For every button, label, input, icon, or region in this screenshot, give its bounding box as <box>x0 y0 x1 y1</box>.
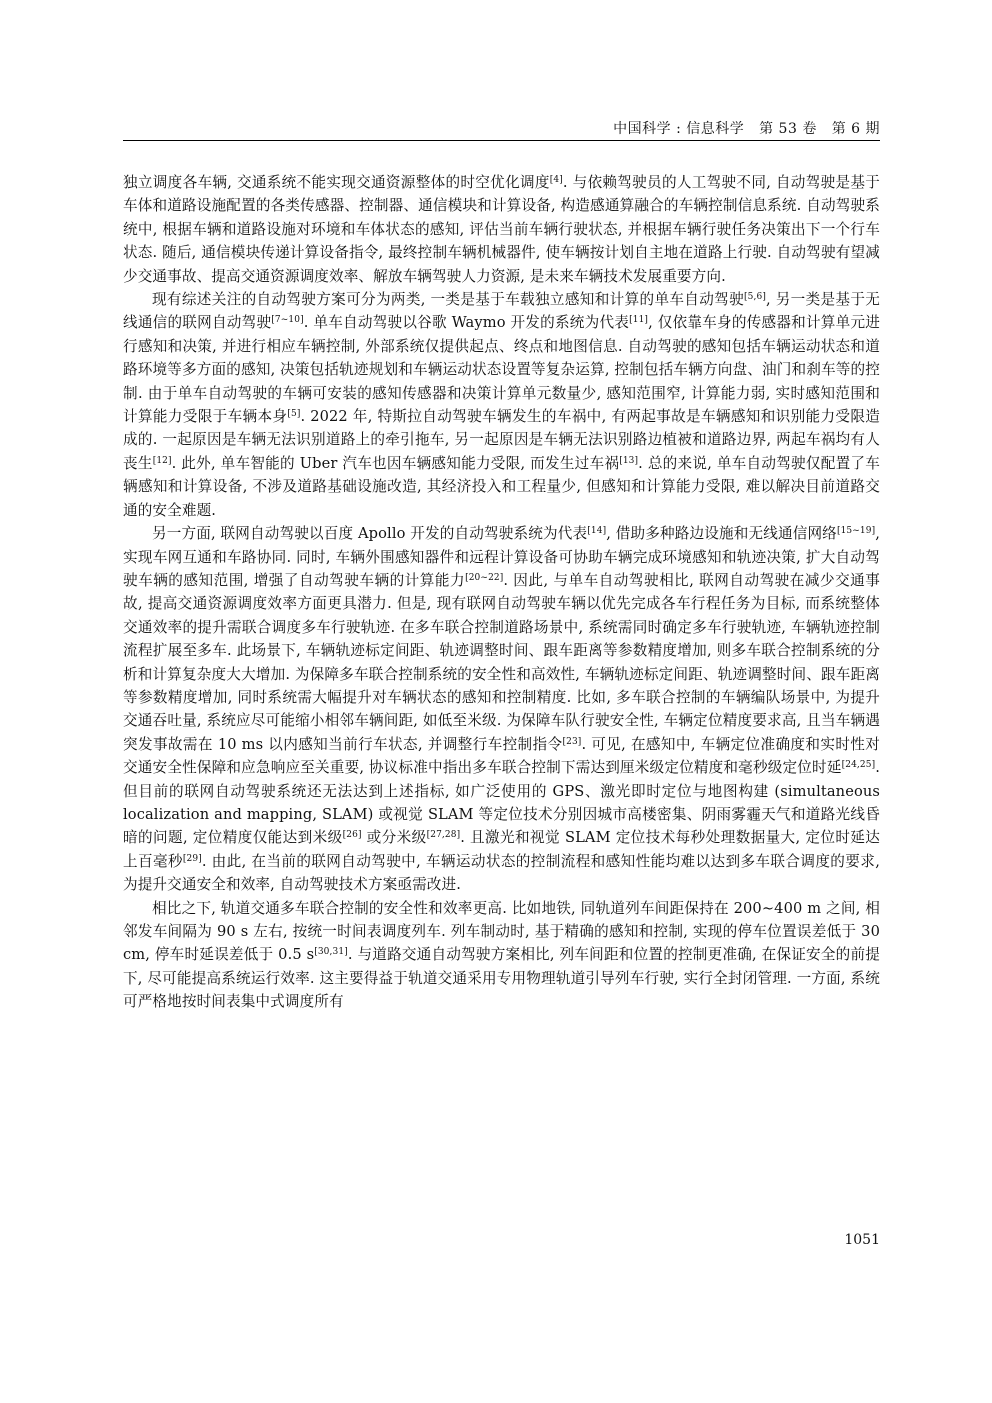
paragraph-text: . 由此, 在当前的联网自动驾驶中, 车辆运动状态的控制流程和感知性能均难以达到多车联合调度的要求, 为提升交通安全和效率, 自动驾驶技术方案亟需改进. <box>123 852 881 894</box>
citation: [5,6] <box>744 292 766 303</box>
citation: [13] <box>619 455 639 466</box>
paragraph-text: . 总的来说, 单车自动驾驶仅配置了车辆感知和计算设备, 不涉及道路基础设施改造, 其经济投入和工程量少, 但感知和计算能力受限, 难以解决目前道路交通的安全难题. <box>123 454 880 519</box>
paragraph <box>123 288 880 522</box>
running-header <box>123 118 880 142</box>
paragraph-text: . 此外, 单车智能的 Uber 汽车也因车辆感知能力受限, 而发生过车祸 <box>171 454 620 472</box>
citation: [4] <box>549 175 563 185</box>
citation: [11] <box>629 315 649 326</box>
citation: [20~22] <box>465 572 504 583</box>
citation: [7~10] <box>271 315 304 326</box>
article-body <box>123 171 880 1014</box>
paragraph <box>123 522 880 897</box>
page-number: 1051 <box>844 1232 880 1248</box>
citation: [24,25] <box>841 760 876 771</box>
paragraph <box>123 171 880 288</box>
journal-issue: 第 6 期 <box>831 121 880 137</box>
paragraph-text: , 仅依靠车身的传感器和计算单元进行感知和决策, 并进行相应车辆控制, 外部系统仅提供起点、终点和地图信息. 自动驾驶的感知包括车辆运动状态和道路环境等多方面的感知, 决策包括轨迹规划和车辆运动状态设置等复杂运算, 控制包括车辆方向盘、油门和刹车等的控制. 由于单车自动驾驶的车辆可安装的感知传感器和决策计算单元数量少, 感知范围窄, 计算能力弱, 实时感知范围和计算能力受限于车辆本身 <box>123 314 880 426</box>
paragraph-text: , 实现车网互通和车路协同. 同时, 车辆外围感知器件和远程计算设备可协助车辆完成环境感知和轨迹决策, 扩大自动驾驶车辆的感知范围, 增强了自动驾驶车辆的计算能力 <box>123 525 881 589</box>
citation: [14] <box>587 526 607 537</box>
citation: [30,31] <box>314 947 348 958</box>
paragraph-text: . 因此, 与单车自动驾驶相比, 联网自动驾驶在减少交通事故, 提高交通资源调度效率方面更具潜力. 但是, 现有联网自动驾驶车辆以优先完成各车行程任务为目标, 而系统整体交通效率的提升需联合调度多车行驶轨迹. 在多车联合控制道路场景中, 系统需同时确定多车行驶轨迹, 车辆轨迹控制流程扩展至多车. 此场景下, 车辆轨迹标定间距、轨迹调整时间、跟车距离等参数精度增加, 则多车联合控制系统的分析和计算复杂度大大增加. 为保障多车联合控制系统的安全性和高效性, 车辆轨迹标定间距、轨迹调整时间、跟车距离等参数精度增加, 同时系统需大幅提升对车辆状态的感知和控制精度. 比如, 多车联合控制的车辆编队场景中, 为提升交通吞吐量, 系统应尽可能缩小相邻车辆间距, 如低至米级. 为保障车队行驶安全性, 车辆定位精度要求高, 且当车辆遇突发事故需在 10 ms 以内感知当前行车状态, 并调整行车控制指令 <box>123 571 880 753</box>
journal-volume: 第 53 卷 <box>759 121 817 137</box>
citation: [26] <box>342 830 362 841</box>
journal-info <box>613 118 880 138</box>
citation: [29] <box>182 853 202 864</box>
paragraph-text: . 可见, 在感知中, 车辆定位准确度和实时性对交通安全性保障和应急响应至关重要, 协议标准中指出多车联合控制下需达到厘米级定位精度和毫秒级定位时延 <box>123 735 880 777</box>
paragraph-text: , 借助多种路边设施和无线通信网络 <box>606 525 837 543</box>
paragraph-text: , 另一类是基于无线通信的联网自动驾驶 <box>123 291 881 332</box>
paragraph-text: . 单车自动驾驶以谷歌 Waymo 开发的系统为代表 <box>303 314 630 332</box>
paragraph-text: . 2022 年, 特斯拉自动驾驶车辆发生的车祸中, 有两起事故是车辆感知和识别能力受限造成的. 一起原因是车辆无法识别道路上的牵引拖车, 另一起原因是车辆无法识别路边植被和道路边界, 两起车祸均有人丧生 <box>123 408 881 472</box>
paragraph <box>123 897 880 1014</box>
paragraph-text: 或分米级 <box>361 829 427 847</box>
paragraph-text: . 与道路交通自动驾驶方案相比, 列车间距和位置的控制更准确, 在保证安全的前提下, 尽可能提高系统运行效率. 这主要得益于轨道交通采用专用物理轨道引导列车行驶, 实行全封闭管理. 一方面, 系统可严格地按时间表集中式调度所有 <box>123 946 880 1011</box>
paragraph-text: . 且激光和视觉 SLAM 定位技术每秒处理数据量大, 定位时延达上百毫秒 <box>123 829 881 870</box>
header-rule <box>123 140 880 141</box>
citation: [12] <box>152 455 172 466</box>
citation: [15~19] <box>836 526 876 537</box>
paragraph-text: 另一方面, 联网自动驾驶以百度 Apollo 开发的自动驾驶系统为代表 <box>152 525 588 543</box>
journal-name: 中国科学 : 信息科学 <box>613 121 745 137</box>
paragraph-text: . 与依赖驾驶员的人工驾驶不同, 自动驾驶是基于车体和道路设施配置的各类传感器、控制器、通信模块和计算设备, 构造感通算融合的车辆控制信息系统. 自动驾驶系统中, 根据车辆和道路设施对环境和车体状态的感知, 评估当前车辆行驶状态, 并根据车辆行驶任务决策出下一个行车状态. 随后, 通信模块传递计算设备指令, 最终控制车辆机械器件, 使车辆按计划自主地在道路上行驶. 自动驾驶有望减少交通事故、提高交通资源调度效率、解放车辆驾驶人力资源, 是未来车辆技术发展重要方向. <box>123 174 880 285</box>
paragraph-text: 相比之下, 轨道交通多车联合控制的安全性和效率更高. 比如地铁, 同轨道列车间距保持在 200∼400 m 之间, 相邻发车间隔为 90 s 左右, 按统一时间表调度列车. 列车制动时, 基于精确的感知和控制, 实现的停车位置误差低于 30 cm, 停车时延误差低于 0.5 s <box>123 899 880 964</box>
paragraph-text: 现有综述关注的自动驾驶方案可分为两类, 一类是基于车载独立感知和计算的单车自动驾驶 <box>152 291 745 309</box>
paragraph-text: . 但目前的联网自动驾驶系统还无法达到上述指标, 如广泛使用的 GPS、激光即时定位与地图构建 (simultaneous localization and mapping, SLAM) 或视觉 SLAM 等定位技术分别因城市高楼密集、阴雨雾霾天气和道路光线昏暗的问题, 定位精度仅能达到米级 <box>123 759 880 847</box>
paragraph-text: 独立调度各车辆, 交通系统不能实现交通资源整体的时空优化调度 <box>123 174 550 191</box>
citation: [23] <box>562 736 582 747</box>
citation: [5] <box>287 409 301 420</box>
citation: [27,28] <box>426 830 461 841</box>
